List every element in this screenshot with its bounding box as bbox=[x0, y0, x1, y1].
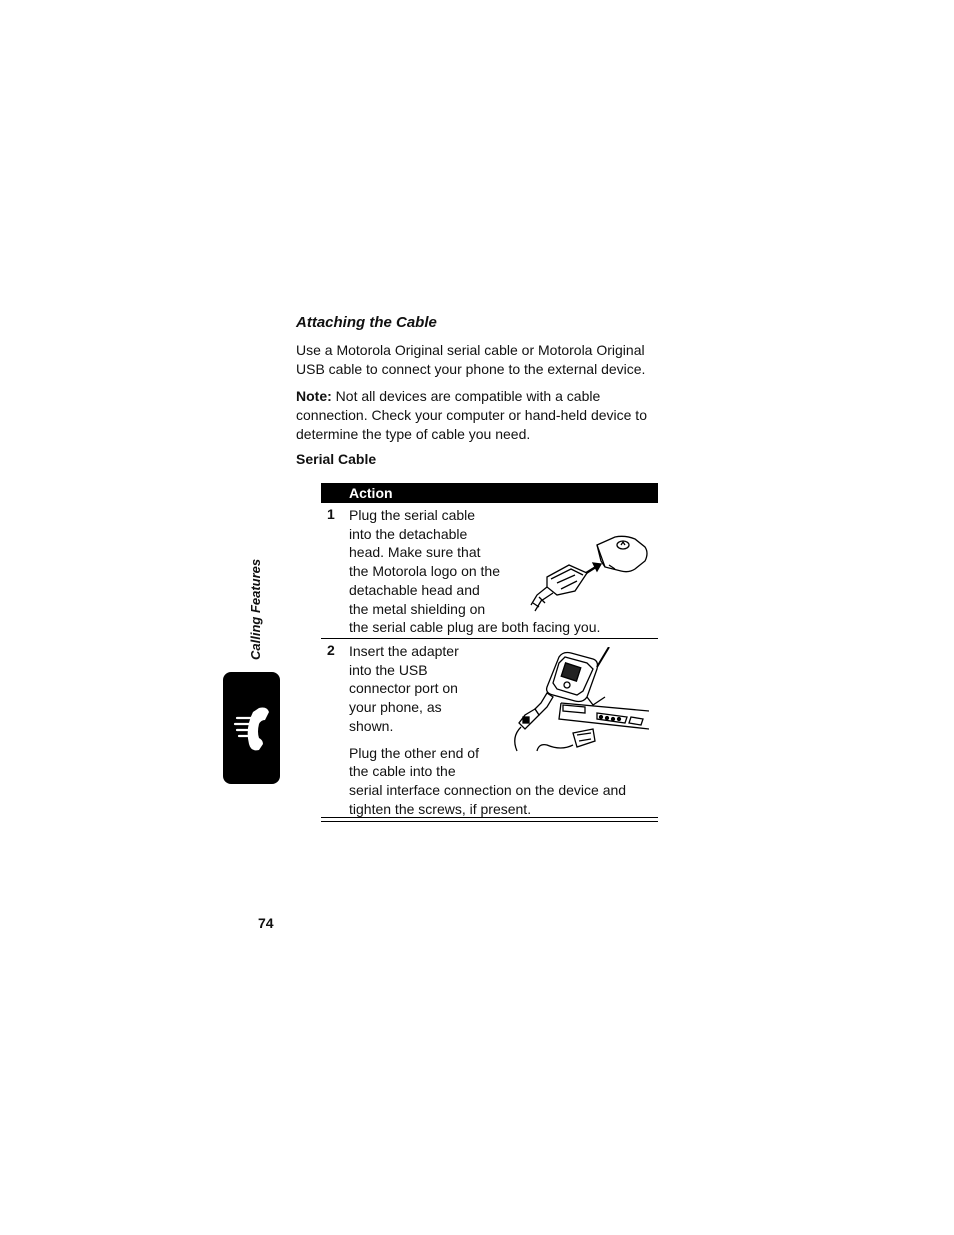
table-bottom-rule bbox=[321, 818, 658, 822]
step-line: the serial cable plug are both facing you. bbox=[349, 619, 601, 636]
note-paragraph bbox=[296, 387, 658, 444]
step-line: your phone, as bbox=[349, 699, 442, 716]
step-line: into the USB bbox=[349, 661, 428, 678]
step-number: 2 bbox=[327, 642, 335, 658]
step-line: detachable head and bbox=[349, 581, 480, 598]
action-header: Action bbox=[349, 485, 393, 501]
table-header bbox=[321, 483, 658, 503]
usb-adapter-phone-illustration bbox=[501, 647, 649, 757]
step-line: head. Make sure that bbox=[349, 544, 481, 561]
step-line: Plug the serial cable bbox=[349, 507, 476, 523]
serial-cable-head-illustration bbox=[517, 531, 651, 613]
step-line: serial interface connection on the device and bbox=[349, 781, 627, 798]
step-line: Insert the adapter bbox=[349, 643, 459, 659]
serial-cable-subheading: Serial Cable bbox=[296, 451, 377, 467]
table-row bbox=[321, 639, 658, 818]
side-tab bbox=[223, 672, 280, 784]
side-tab-label: Calling Features bbox=[248, 558, 263, 660]
step-line: shown. bbox=[349, 717, 394, 734]
section-heading: Attaching the Cable bbox=[296, 314, 437, 331]
table-row bbox=[321, 503, 658, 639]
step-line: Plug the other end of bbox=[349, 744, 479, 761]
phone-handset-icon bbox=[233, 704, 273, 754]
page-number: 74 bbox=[258, 915, 274, 931]
note-text: Not all devices are compatible with a cable connection. Check your computer or hand-held device to determine the type of cable you need. bbox=[296, 388, 647, 442]
step-line: the Motorola logo on the bbox=[349, 563, 500, 580]
step-line: tighten the screws, if present. bbox=[349, 800, 532, 817]
note-label: Note: bbox=[296, 388, 332, 404]
action-table bbox=[321, 483, 658, 822]
intro-paragraph: Use a Motorola Original serial cable or Motorola Original USB cable to connect your phone to the external device. bbox=[296, 342, 646, 377]
step-line: the metal shielding on bbox=[349, 600, 486, 617]
step-line: into the detachable bbox=[349, 525, 468, 542]
step-line: connector port on bbox=[349, 680, 458, 697]
step-number: 1 bbox=[327, 506, 335, 522]
step-line: the cable into the bbox=[349, 763, 456, 780]
